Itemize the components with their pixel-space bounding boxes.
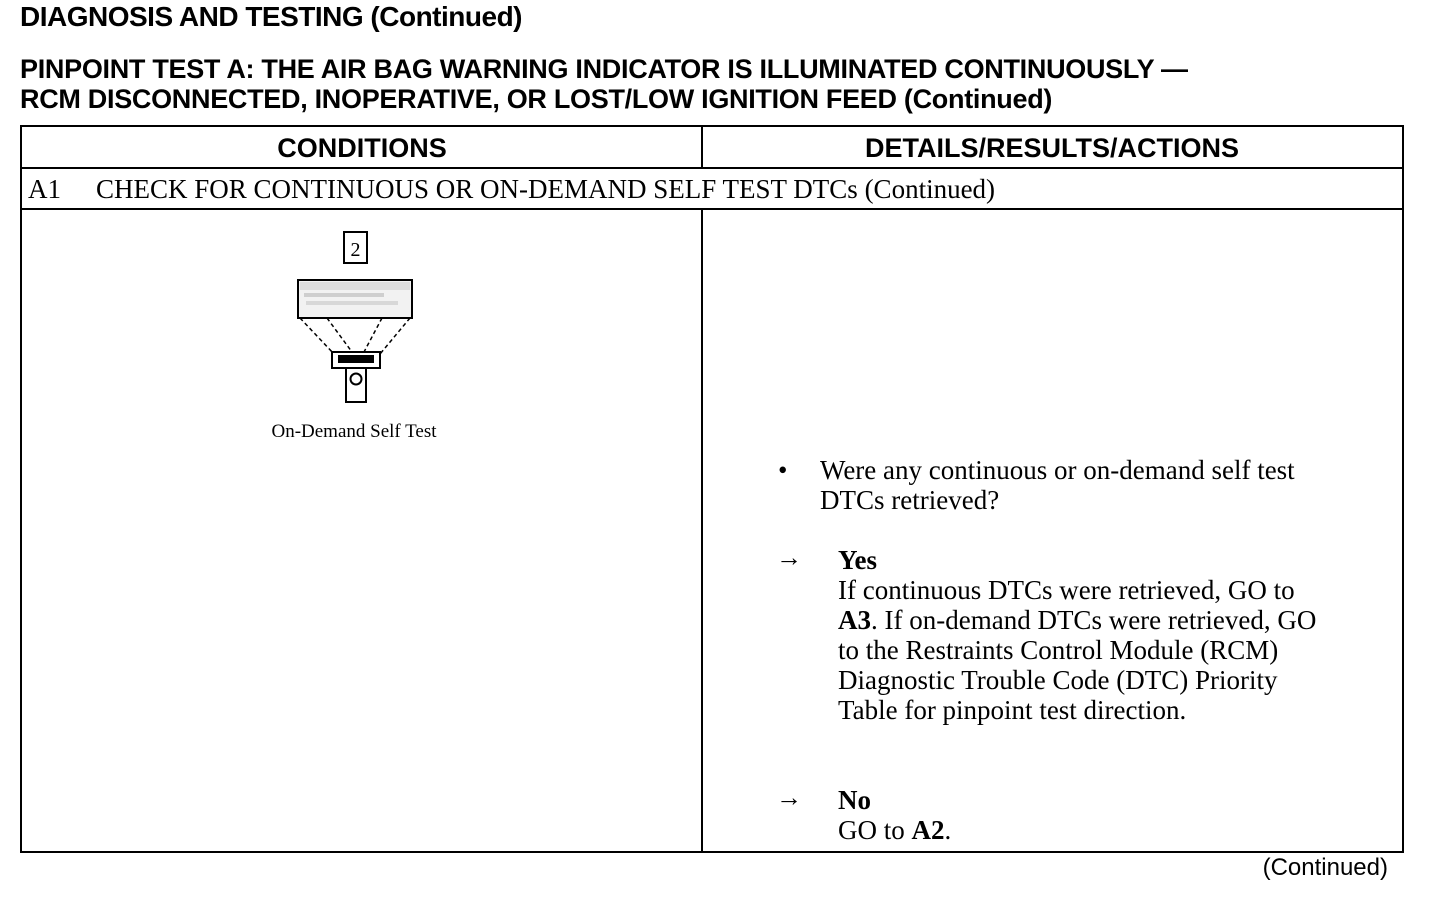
no-action-prefix: GO to xyxy=(838,815,912,845)
column-divider-body xyxy=(701,208,703,851)
step-number: 2 xyxy=(350,239,361,261)
dashed-connector-inner-right xyxy=(364,318,382,352)
conditions-column-header: CONDITIONS xyxy=(277,133,447,163)
no-action xyxy=(838,815,1394,845)
question-line-1: Were any continuous or on-demand self test xyxy=(820,455,1295,485)
pinpoint-test-title xyxy=(20,54,1188,114)
bullet-icon: • xyxy=(778,455,788,485)
page-heading: DIAGNOSIS AND TESTING (Continued) xyxy=(20,1,522,32)
step-title: CHECK FOR CONTINUOUS OR ON-DEMAND SELF TEST DTCs (Continued) xyxy=(96,174,996,204)
connector-port xyxy=(351,374,362,385)
table-header-row xyxy=(22,127,1402,169)
figure-caption: On-Demand Self Test xyxy=(271,421,437,442)
no-result xyxy=(774,785,1394,845)
yes-result xyxy=(774,545,1394,725)
arrow-right-icon: → xyxy=(776,783,802,812)
arrow-right-icon: → xyxy=(776,543,802,572)
details-column-header: DETAILS/RESULTS/ACTIONS xyxy=(864,133,1239,163)
step-reference-a2[interactable]: A2 xyxy=(911,815,945,845)
test-title-line-2: RCM DISCONNECTED, INOPERATIVE, OR LOST/LOW IGNITION FEED (Continued) xyxy=(20,84,1053,114)
yes-action-line-1: If continuous DTCs were retrieved, GO to xyxy=(838,575,1295,605)
dashed-connector-right xyxy=(380,318,410,354)
question-line-2: DTCs retrieved? xyxy=(820,485,1000,515)
step-id: A1 xyxy=(28,174,61,204)
yes-action-line-2-text: . If on-demand DTCs were retrieved, GO xyxy=(871,605,1317,635)
step-row xyxy=(22,169,1402,210)
diagnostic-table xyxy=(20,125,1404,853)
test-title-line-1: PINPOINT TEST A: THE AIR BAG WARNING INDICATOR IS ILLUMINATED CONTINUOUSLY — xyxy=(20,54,1188,84)
details-results-actions xyxy=(774,455,1394,845)
step-reference-a3[interactable]: A3 xyxy=(838,605,871,635)
dashed-connector-inner-left xyxy=(327,318,352,352)
test-question xyxy=(774,455,1394,515)
no-label: No xyxy=(838,785,871,815)
yes-action-line-5: Table for pinpoint test direction. xyxy=(838,695,1187,725)
no-action-suffix: . xyxy=(944,815,952,845)
dashed-connector-left xyxy=(300,318,334,354)
yes-action-line-4: Diagnostic Trouble Code (DTC) Priority xyxy=(838,665,1278,695)
yes-action-line-3: to the Restraints Control Module (RCM) xyxy=(838,635,1279,665)
continued-footer: (Continued) xyxy=(1262,854,1388,881)
yes-action-line-2 xyxy=(838,605,1394,635)
yes-label: Yes xyxy=(838,545,877,575)
column-divider-header xyxy=(701,127,703,169)
